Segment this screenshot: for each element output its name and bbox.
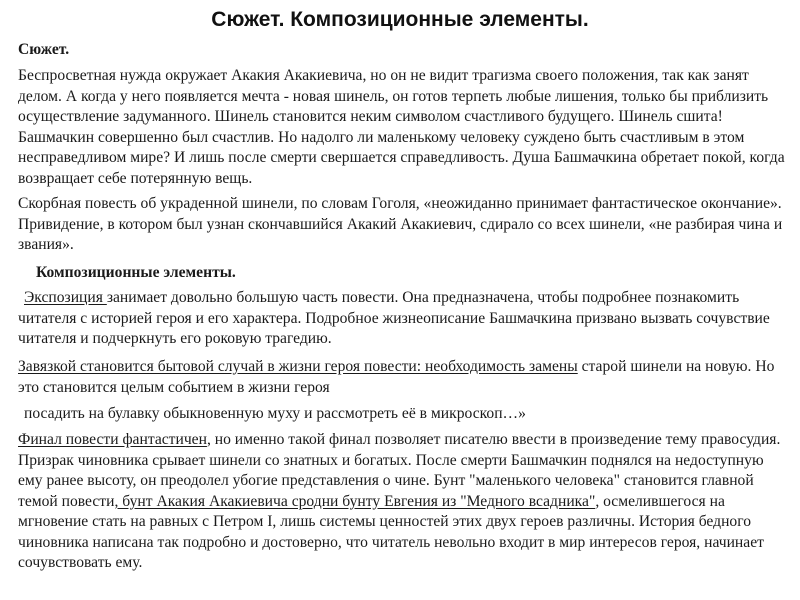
final-paragraph bbox=[18, 430, 788, 574]
final-underlined: , бунт Акакия Акакиевича сродни бунту Евгения из "Медного всадника" bbox=[114, 492, 596, 510]
exposition-term: Экспозиция bbox=[24, 289, 107, 306]
plot-start-underlined: Завязкой становится бытовой случай в жизни героя повести: необходимость замены bbox=[18, 358, 578, 375]
exposition-text: занимает довольно большую часть повести. Она предназначена, чтобы подробнее познакомить читателя с историей героя и его характера. Подробное жизнеописание Башмачкина призвано вызвать сочувствие читателя и подчеркнуть его роковую трагедию. bbox=[18, 289, 770, 347]
plot-paragraph-2: Скорбная повесть об украденной шинели, по словам Гоголя, «неожиданно принимает фантастическое окончание». Привидение, в котором был узнан скончавшийся Акакий Акакиевич, сдирало со всех шинели, «не разбирая чина и звания». bbox=[18, 195, 783, 253]
plot-heading: Сюжет. bbox=[18, 41, 70, 58]
plot-start-rest: старой шинели на новую. Но это становится целым событием в жизни героя bbox=[18, 358, 775, 396]
exposition-paragraph bbox=[18, 288, 788, 350]
final-term: Финал повести фантастичен bbox=[18, 431, 207, 448]
composition-heading: Композиционные элементы. bbox=[36, 264, 236, 281]
quote-text: посадить на булавку обыкновенную муху и рассмотреть её в микроскоп…» bbox=[24, 405, 526, 422]
page-title: Сюжет. Композиционные элементы. bbox=[211, 8, 589, 31]
final-text-2: , осмелившегося на мгновение стать на равных с Петром I, лишь системы ценностей этих двух героев различны. История бедного чиновника написана так подробно и достоверно, что читатель невольно входит в мир интересов героя, начинает сочувствовать ему. bbox=[18, 492, 764, 571]
final-text-1: , но именно такой финал позволяет писателю ввести в произведение тему правосудия. Призрак чиновника срывает шинели со знатных и богатых. После смерти Башмачкин поднялся на недоступную ему ранее высоту, он преодолел убогие представления о чине. Бунт "маленького человека" становится главной темой повести bbox=[18, 431, 781, 510]
quote-line bbox=[18, 404, 788, 425]
plot-paragraph-1: Беспросветная нужда окружает Акакия Акакиевича, но он не видит трагизма своего положения, так как занят делом. А когда у него появляется мечта - новая шинель, он готов терпеть любые лишения, только бы приблизить осуществление задуманного. Шинель становится неким символом счастливого будущего. Шинель сшита! Башмачкин совершенно был счастлив. Но надолго ли маленькому человеку суждено быть счастливым в этом несправедливом мире? И лишь после смерти свершается справедливость. Душа Башмачкина обретает покой, когда возвращает себе потерянную вещь. bbox=[18, 67, 785, 187]
plot-start-paragraph bbox=[18, 357, 788, 398]
